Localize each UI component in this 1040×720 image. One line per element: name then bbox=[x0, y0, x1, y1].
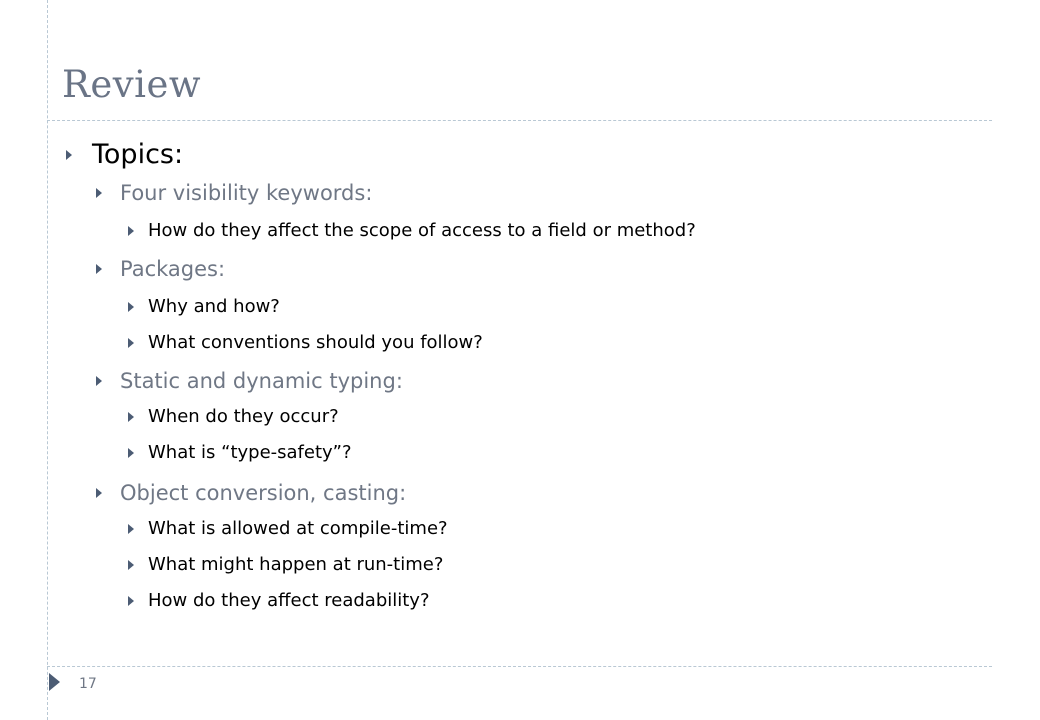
bullet-text: What might happen at run-time? bbox=[148, 554, 444, 575]
bullet-text: Object conversion, casting: bbox=[120, 481, 407, 505]
bullet-text: What is allowed at compile-time? bbox=[148, 518, 448, 539]
bullet-item-level-3 bbox=[0, 296, 1040, 318]
bullet-text: What is “type-safety”? bbox=[148, 442, 352, 463]
bullet-text: Packages: bbox=[120, 257, 226, 281]
bullet-item-level-3 bbox=[0, 590, 1040, 612]
right-triangle-icon bbox=[128, 412, 134, 422]
bullet-item-level-3 bbox=[0, 518, 1040, 540]
right-triangle-icon bbox=[128, 302, 134, 312]
bullet-item-level-3 bbox=[0, 406, 1040, 428]
bullet-item-level-3 bbox=[0, 332, 1040, 354]
bullet-item-level-3 bbox=[0, 220, 1040, 242]
right-triangle-icon bbox=[128, 226, 134, 236]
bullet-text: How do they affect readability? bbox=[148, 590, 430, 611]
right-triangle-icon bbox=[96, 188, 102, 198]
bullet-text: When do they occur? bbox=[148, 406, 339, 427]
right-triangle-icon bbox=[128, 448, 134, 458]
bullet-item-level-2 bbox=[0, 480, 1040, 506]
bullet-text: Topics: bbox=[92, 139, 184, 170]
bullet-item-level-2 bbox=[0, 256, 1040, 282]
bullet-item-level-2 bbox=[0, 368, 1040, 394]
bullet-text: What conventions should you follow? bbox=[148, 332, 483, 353]
bullet-text: How do they affect the scope of access to a field or method? bbox=[148, 220, 696, 241]
bullet-item-level-3 bbox=[0, 442, 1040, 464]
bullet-text: Static and dynamic typing: bbox=[120, 369, 403, 393]
bullet-item-level-2 bbox=[0, 180, 1040, 206]
right-triangle-icon bbox=[128, 338, 134, 348]
bullet-text: Why and how? bbox=[148, 296, 280, 317]
right-triangle-icon bbox=[128, 560, 134, 570]
bullet-item-level-1 bbox=[0, 138, 1040, 172]
right-triangle-icon bbox=[128, 596, 134, 606]
footer-triangle-icon bbox=[49, 673, 60, 691]
right-triangle-icon bbox=[96, 264, 102, 274]
slide-title: Review bbox=[62, 63, 202, 106]
right-triangle-icon bbox=[96, 488, 102, 498]
bullet-text: Four visibility keywords: bbox=[120, 181, 373, 205]
right-triangle-icon bbox=[66, 150, 72, 160]
page-number: 17 bbox=[79, 676, 97, 692]
right-triangle-icon bbox=[128, 524, 134, 534]
bullet-item-level-3 bbox=[0, 554, 1040, 576]
right-triangle-icon bbox=[96, 376, 102, 386]
